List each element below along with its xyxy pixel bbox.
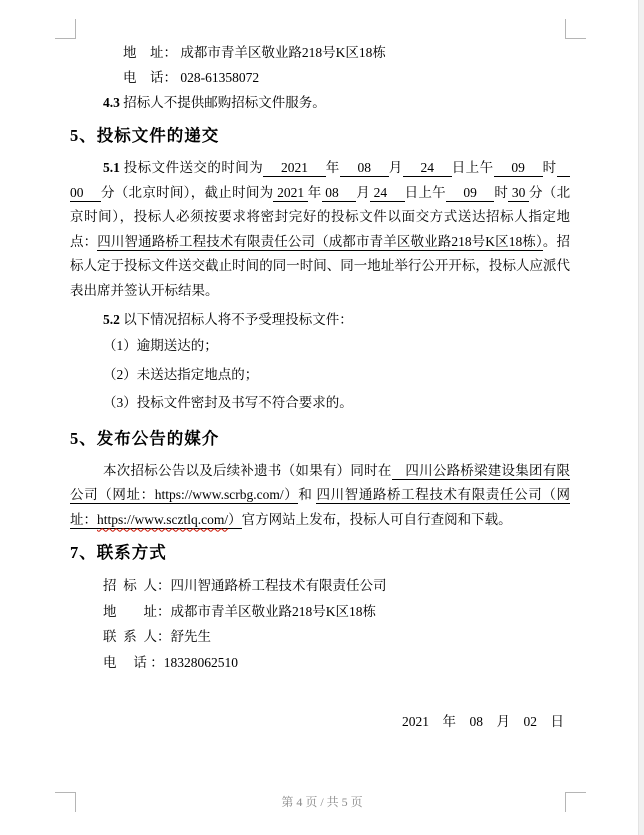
paragraph-5-1: [70, 156, 570, 303]
underlined-fill-in: 四川智通路桥工程技术有限责任公司（成都市青羊区敬业路218号K区18栋）: [97, 233, 543, 249]
underlined-fill-in: 四川智通路桥工程技术有限责任公司（网址：: [70, 487, 570, 527]
clause-5-2-number: 5.2: [103, 312, 120, 327]
text-run: 日上午: [404, 184, 446, 200]
clause-4-3-text: 招标人不提供邮购招标文件服务。: [119, 95, 326, 110]
text-run: 年: [307, 184, 322, 200]
contact-person-label: 联 系 人：: [103, 629, 171, 644]
text-run: 官方网站上发布，投标人可自行查阅和下载。: [241, 511, 512, 527]
margin-corner-mark-top-left: [55, 19, 76, 39]
text-run: 分（北京时间），投标人必须按要求将密封完好的投标文件以面交方式送达招标人指定地点：: [70, 184, 571, 249]
text-run: 。招标人定于投标文件送交截止时间的同一时间、同一地址举行公开开标，投标人应派代表出席并签认开标结果。: [70, 233, 571, 298]
underlined-fill-in: 08: [339, 160, 389, 175]
phone-row: [70, 65, 570, 90]
paragraph-media-segments: [70, 463, 570, 529]
phone-label: 电 话：: [123, 70, 181, 85]
text-run: 日上午: [451, 160, 494, 175]
underlined-fill-in: 2021: [273, 184, 308, 200]
underlined-fill-in: 2021: [263, 160, 326, 175]
clause-5-1-segments: [70, 160, 570, 298]
rejection-item-1: （1）逾期送达的；: [103, 338, 218, 353]
underlined-fill-in: 24: [402, 160, 452, 175]
paragraph-media: [70, 459, 570, 533]
text-run: 和: [298, 487, 317, 502]
underlined-fill-in: 24: [369, 184, 405, 200]
underlined-fill-in: 30: [508, 184, 530, 200]
clause-5-2-text: 以下情况招标人将不予受理投标文件：: [119, 312, 353, 327]
contact-row-address: [70, 599, 570, 625]
contact-row-bidder: [70, 573, 570, 599]
text-run: 年: [325, 160, 340, 175]
phone-value: 028-61358072: [180, 70, 260, 85]
address-value: 成都市青羊区敬业路218号K区18栋: [180, 45, 386, 60]
rejection-item-2: （2）未送达指定地点的；: [103, 366, 259, 382]
rejection-item-3: （3）投标文件密封及书写不符合要求的。: [103, 395, 353, 410]
contact-person-value: 舒先生: [170, 629, 211, 644]
text-run: 月: [356, 184, 370, 200]
text-run: 分（北京时间），截止时间为: [100, 184, 274, 200]
underlined-fill-in: ）: [228, 511, 242, 527]
bidder-value: 四川智通路桥工程技术有限责任公司: [170, 578, 387, 593]
underlined-fill-in: 09: [493, 160, 543, 175]
contact-phone-value: 18328062510: [163, 654, 238, 670]
url-text: https://www.scztlq.com/: [97, 511, 229, 527]
clause-5-1-number: 5.1: [103, 160, 120, 175]
text-run: 本次招标公告以及后续补遗书（如果有）同时在: [103, 462, 392, 478]
text-run: 月: [388, 160, 403, 175]
text-run: 投标文件送交的时间为: [119, 160, 264, 175]
text-run: 时: [494, 184, 509, 200]
underlined-fill-in: 08: [321, 184, 357, 200]
clause-5-2: [70, 307, 570, 332]
bidder-label: 招 标 人：: [103, 578, 171, 593]
underlined-fill-in: 00: [70, 160, 571, 200]
section-heading-delivery: 5、投标文件的递交: [70, 126, 220, 145]
contact-phone-label: 电 话 ：: [103, 654, 164, 670]
margin-corner-mark-top-right: [565, 19, 586, 39]
clause-4-3: [70, 90, 570, 115]
contact-row-phone: [70, 650, 570, 676]
clause-4-3-number: 4.3: [103, 95, 120, 110]
signature-date: 2021 年 08 月 02 日: [402, 714, 564, 729]
page-right-edge: [638, 0, 644, 835]
contact-address-value: 成都市青羊区敬业路218号K区18栋: [170, 603, 376, 619]
address-label: 地 址：: [123, 45, 181, 60]
contact-row-person: [70, 624, 570, 650]
underlined-fill-in: 四川公路桥梁建设集团有限公司（网址：https://www.scrbg.com/）: [70, 462, 571, 502]
page-number-footer: 第 4 页 / 共 5 页: [281, 795, 363, 809]
underlined-fill-in: 09: [445, 184, 495, 200]
document-body: [70, 40, 570, 734]
contact-address-label: 地 址：: [103, 603, 171, 619]
text-run: 时: [542, 160, 557, 175]
section-heading-contact: 7、联系方式: [70, 543, 167, 562]
address-row: [70, 40, 570, 65]
section-heading-media: 5、发布公告的媒介: [70, 428, 220, 448]
paragraph-media-indent: [70, 463, 103, 478]
